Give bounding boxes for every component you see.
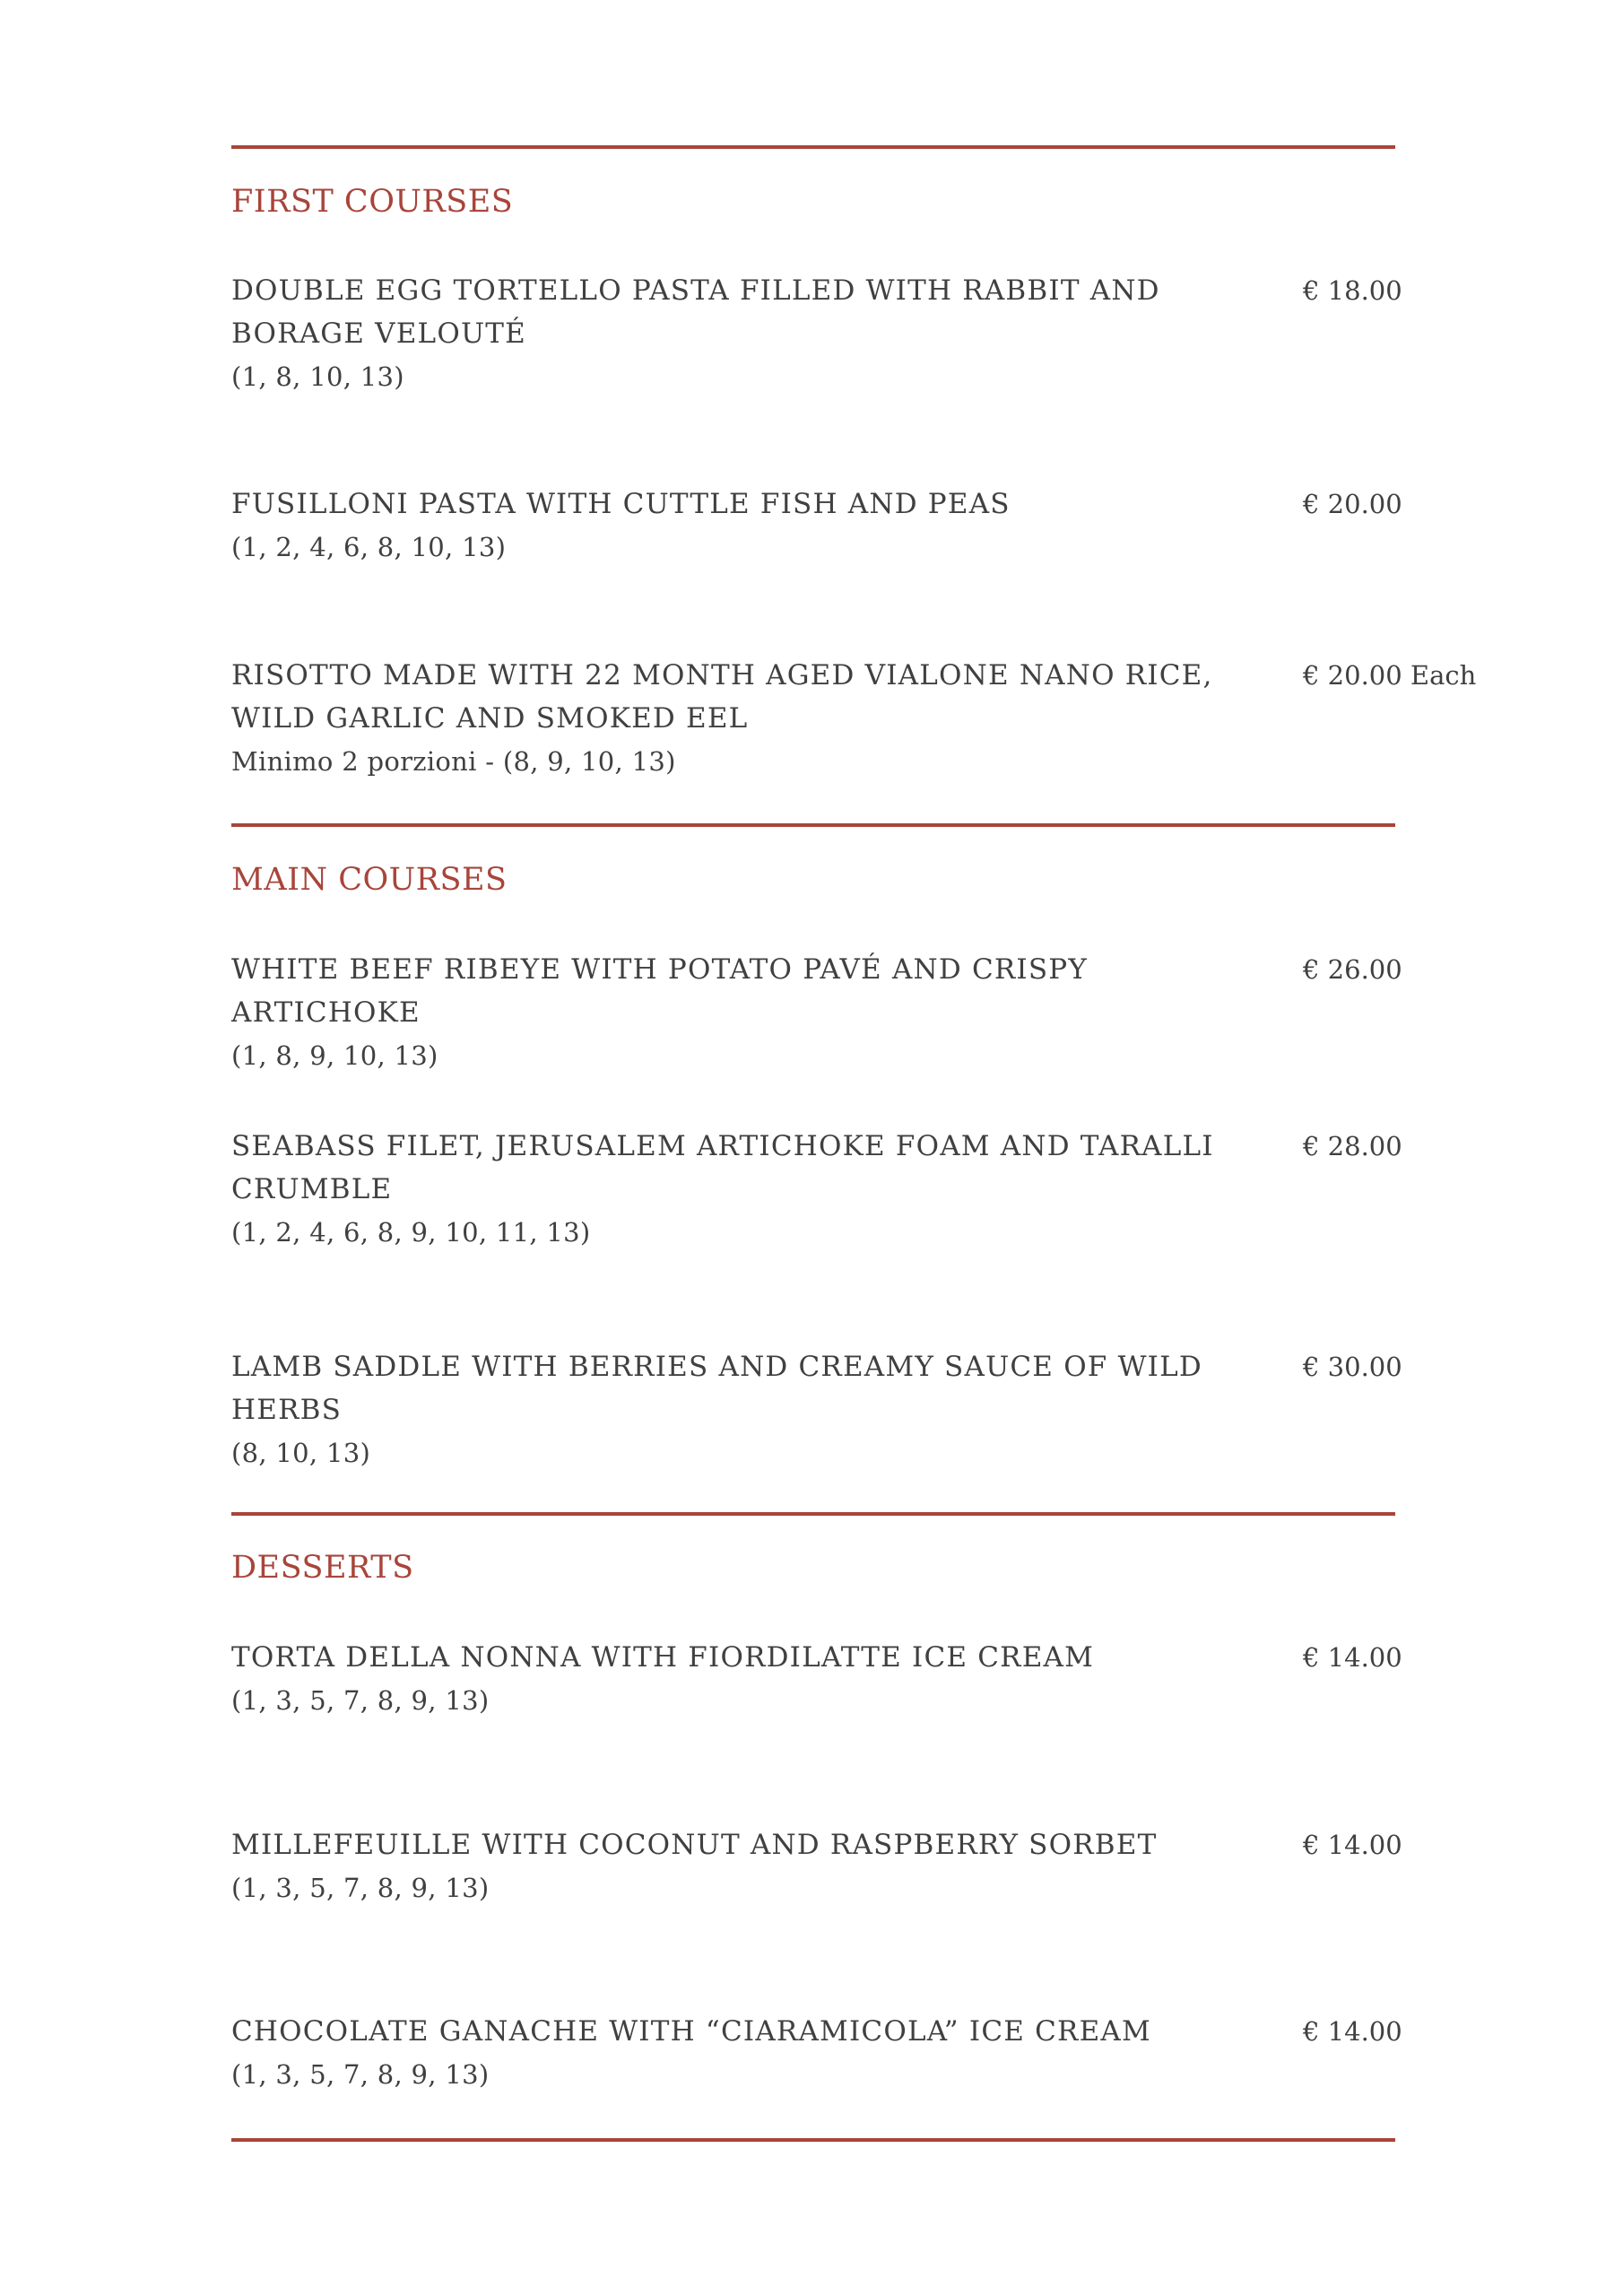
menu-item-name: RISOTTO MADE WITH 22 MONTH AGED VIALONE NANO RICE, WILD GARLIC AND SMOKED EEL bbox=[231, 659, 1213, 735]
menu-item-price: € 14.00 bbox=[1303, 2016, 1402, 2047]
menu-item-allergens: Minimo 2 porzioni - (8, 9, 10, 13) bbox=[231, 746, 676, 777]
menu-item bbox=[231, 1823, 1523, 1909]
menu-item bbox=[231, 2010, 1523, 2096]
menu-item-name: TORTA DELLA NONNA WITH FIORDILATTE ICE CREAM bbox=[231, 1641, 1095, 1674]
menu-item-allergens: (1, 3, 5, 7, 8, 9, 13) bbox=[231, 2059, 490, 2090]
menu-item-price: € 28.00 bbox=[1303, 1131, 1402, 1161]
menu-item-allergens: (1, 8, 10, 13) bbox=[231, 361, 404, 392]
menu-item bbox=[231, 483, 1523, 569]
menu-item-name: LAMB SADDLE WITH BERRIES AND CREAMY SAUCE OF WILD HERBS bbox=[231, 1351, 1202, 1426]
menu-item-price: € 26.00 bbox=[1303, 954, 1402, 985]
menu-item-name: CHOCOLATE GANACHE WITH “CIARAMICOLA” ICE CREAM bbox=[231, 2015, 1151, 2048]
menu-item-price: € 18.00 bbox=[1303, 275, 1402, 306]
menu-item-price: € 30.00 bbox=[1303, 1352, 1402, 1382]
menu-item-name: MILLEFEUILLE WITH COCONUT AND RASPBERRY SORBET bbox=[231, 1829, 1158, 1861]
menu-item bbox=[231, 1345, 1523, 1474]
section-divider bbox=[231, 823, 1395, 827]
menu-item-allergens: (1, 8, 9, 10, 13) bbox=[231, 1040, 438, 1071]
menu-item bbox=[231, 654, 1523, 783]
menu-item-allergens: (1, 3, 5, 7, 8, 9, 13) bbox=[231, 1685, 490, 1716]
menu-item-name: WHITE BEEF RIBEYE WITH POTATO PAVÉ AND CRISPY ARTICHOKE bbox=[231, 953, 1089, 1029]
menu-item-price: € 14.00 bbox=[1303, 1642, 1402, 1673]
menu-item-name: FUSILLONI PASTA WITH CUTTLE FISH AND PEAS bbox=[231, 488, 1011, 520]
menu-item-price: € 20.00 bbox=[1303, 489, 1402, 519]
menu-item bbox=[231, 1636, 1523, 1722]
section-divider bbox=[231, 145, 1395, 149]
menu-item-price: € 14.00 bbox=[1303, 1830, 1402, 1860]
menu-item-price: € 20.00 Each bbox=[1303, 660, 1477, 691]
menu-item-allergens: (8, 10, 13) bbox=[231, 1438, 371, 1468]
menu-item bbox=[231, 269, 1523, 398]
section-title-main-courses: MAIN COURSES bbox=[231, 862, 508, 898]
menu-item-allergens: (1, 3, 5, 7, 8, 9, 13) bbox=[231, 1873, 490, 1903]
menu-item-allergens: (1, 2, 4, 6, 8, 10, 13) bbox=[231, 532, 507, 562]
menu-item-name: SEABASS FILET, JERUSALEM ARTICHOKE FOAM AND TARALLI CRUMBLE bbox=[231, 1130, 1214, 1205]
menu-item-name: DOUBLE EGG TORTELLO PASTA FILLED WITH RABBIT AND BORAGE VELOUTÉ bbox=[231, 274, 1160, 350]
menu-item bbox=[231, 1125, 1523, 1254]
menu-item bbox=[231, 948, 1523, 1077]
section-divider bbox=[231, 1512, 1395, 1516]
menu-item-allergens: (1, 2, 4, 6, 8, 9, 10, 11, 13) bbox=[231, 1217, 591, 1248]
section-divider bbox=[231, 2138, 1395, 2142]
section-title-first-courses: FIRST COURSES bbox=[231, 184, 514, 220]
section-title-desserts: DESSERTS bbox=[231, 1550, 414, 1586]
